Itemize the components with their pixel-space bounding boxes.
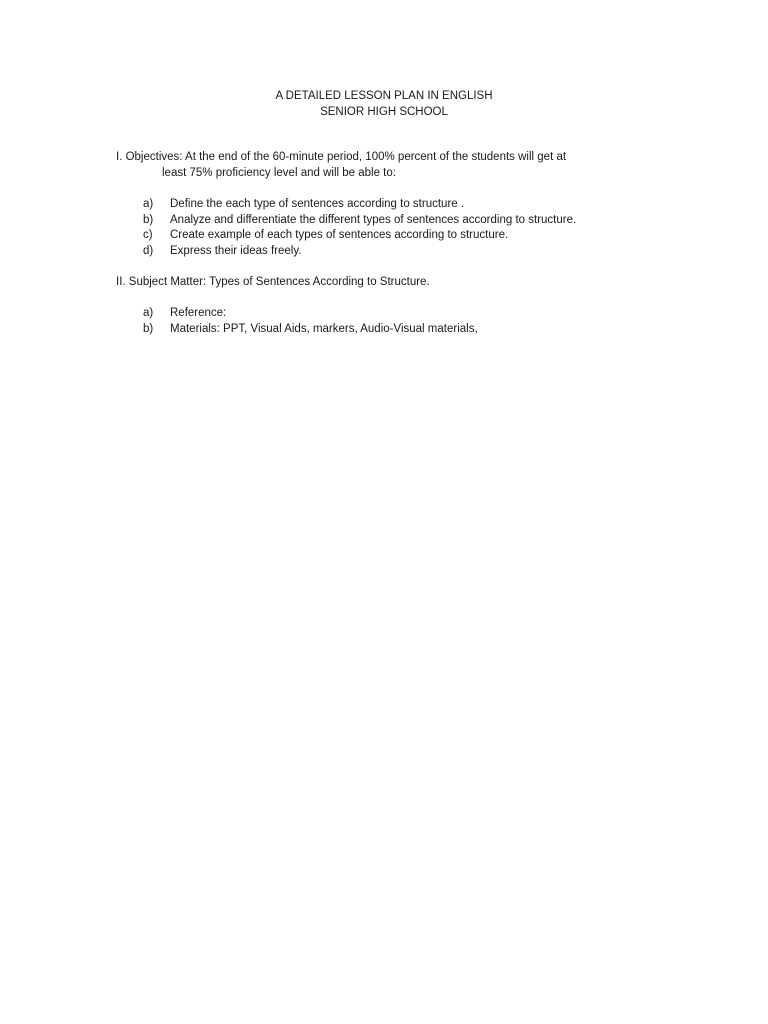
list-marker: a): [143, 198, 154, 210]
subject-matter-heading: II. Subject Matter: Types of Sentences According to Structure.: [116, 276, 430, 288]
objectives-heading-continued: least 75% proficiency level and will be able to:: [162, 166, 396, 179]
list-marker: b): [143, 322, 154, 335]
list-marker: d): [143, 244, 154, 257]
list-item: [143, 213, 683, 229]
objectives-section: [116, 150, 676, 181]
list-item: [143, 228, 683, 244]
objectives-list: [143, 197, 683, 259]
list-item: [143, 306, 683, 322]
list-item-text: Define the each type of sentences according to structure .: [170, 198, 465, 210]
subject-matter-list: [143, 306, 683, 337]
document-title: A DETAILED LESSON PLAN IN ENGLISH: [275, 90, 493, 102]
list-item-text: Materials: PPT, Visual Aids, markers, Audio-Visual materials,: [170, 322, 478, 335]
list-marker: b): [143, 213, 154, 226]
list-item-text: Express their ideas freely.: [170, 244, 302, 257]
list-item: [143, 244, 683, 260]
title-block: [0, 89, 768, 120]
document-subtitle: SENIOR HIGH SCHOOL: [320, 105, 448, 118]
list-item: [143, 322, 683, 338]
objectives-heading: I. Objectives: At the end of the 60-minute period, 100% percent of the students will get at: [116, 151, 567, 163]
list-item: [143, 197, 683, 213]
subject-matter-section: [116, 275, 676, 291]
list-item-text: Create example of each types of sentences according to structure.: [170, 229, 509, 241]
list-item-text: Analyze and differentiate the different types of sentences according to structure.: [170, 213, 577, 226]
list-marker: a): [143, 307, 154, 319]
list-item-text: Reference:: [170, 307, 227, 319]
list-marker: c): [143, 229, 153, 241]
